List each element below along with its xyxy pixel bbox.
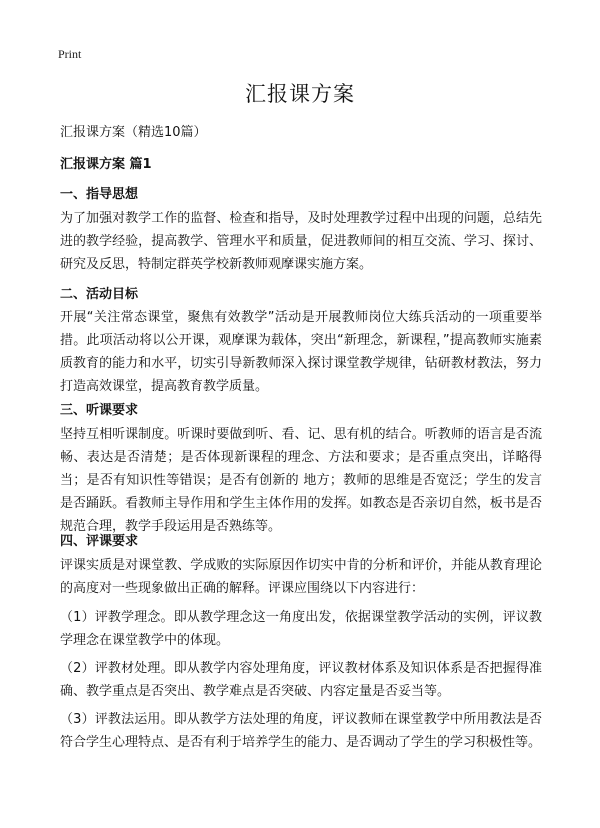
print-label[interactable]: Print: [58, 47, 82, 61]
section-heading-4: 四、评课要求: [60, 534, 139, 549]
section-paragraph: （1）评教学理念。即从教学理念这一角度出发，依据课堂教学活动的实例，评议教学理念在课堂教学中的体现。: [60, 610, 542, 648]
document-title: 汇报课方案: [245, 82, 355, 106]
section-paragraph: 为了加强对教学工作的监督、检查和指导，及时处理教学过程中出现的问题，总结先进的教学经验，提高教学、管理水平和质量，促进教师间的相互交流、学习、探讨、研究及反思，特制定群英学校新教师观摩课实施方案。: [60, 211, 542, 272]
section-paragraph: 坚持互相听课制度。听课时要做到听、看、记、思有机的结合。听教师的语言是否流畅、表达是否清楚；是否体现新课程的理念、方法和要求；是否重点突出，详略得当；是否有知识性等错误；是否有创新的 地方；教师的思维是否宽泛；学生的发言是否踊跃。看教师主导作用和学生主体作用的发挥。如教态是否亲切自然，板书是否规范合理，教学手段运用是否熟练等。: [60, 427, 542, 534]
section-paragraph: 开展“关注常态课堂，聚焦有效教学”活动是开展教师岗位大练兵活动的一项重要举措。此项活动将以公开课，观摩课为载体，突出“新理念，新课程，”提高教师实施素质教育的能力和水平，切实引导新教师深入探讨课堂教学规律，钻研教材教法，努力打造高效课堂，提高教育教学质量。: [60, 310, 542, 394]
article-title: 汇报课方案 篇1: [60, 157, 152, 172]
section-heading-1: 一、指导思想: [60, 187, 139, 202]
section-heading-3: 三、听课要求: [60, 403, 139, 418]
section-paragraph: （2）评教材处理。即从教学内容处理角度，评议教材体系及知识体系是否把握得准确、教学重点是否突出、教学难点是否突破、内容定量是否妥当等。: [60, 661, 542, 699]
section-paragraph: 评课实质是对课堂教、学成败的实际原因作切实中肯的分析和评价，并能从教育理论的高度对一些现象做出正确的解释。评课应围绕以下内容进行：: [60, 558, 542, 596]
document-subtitle: 汇报课方案（精选10篇）: [60, 125, 207, 140]
section-paragraph: （3）评教法运用。即从教学方法处理的角度，评议教师在课堂教学中所用教法是否符合学生心理特点、是否有利于培养学生的能力、是否调动了学生的学习积极性等。: [60, 712, 542, 750]
section-heading-2: 二、活动目标: [60, 287, 139, 302]
